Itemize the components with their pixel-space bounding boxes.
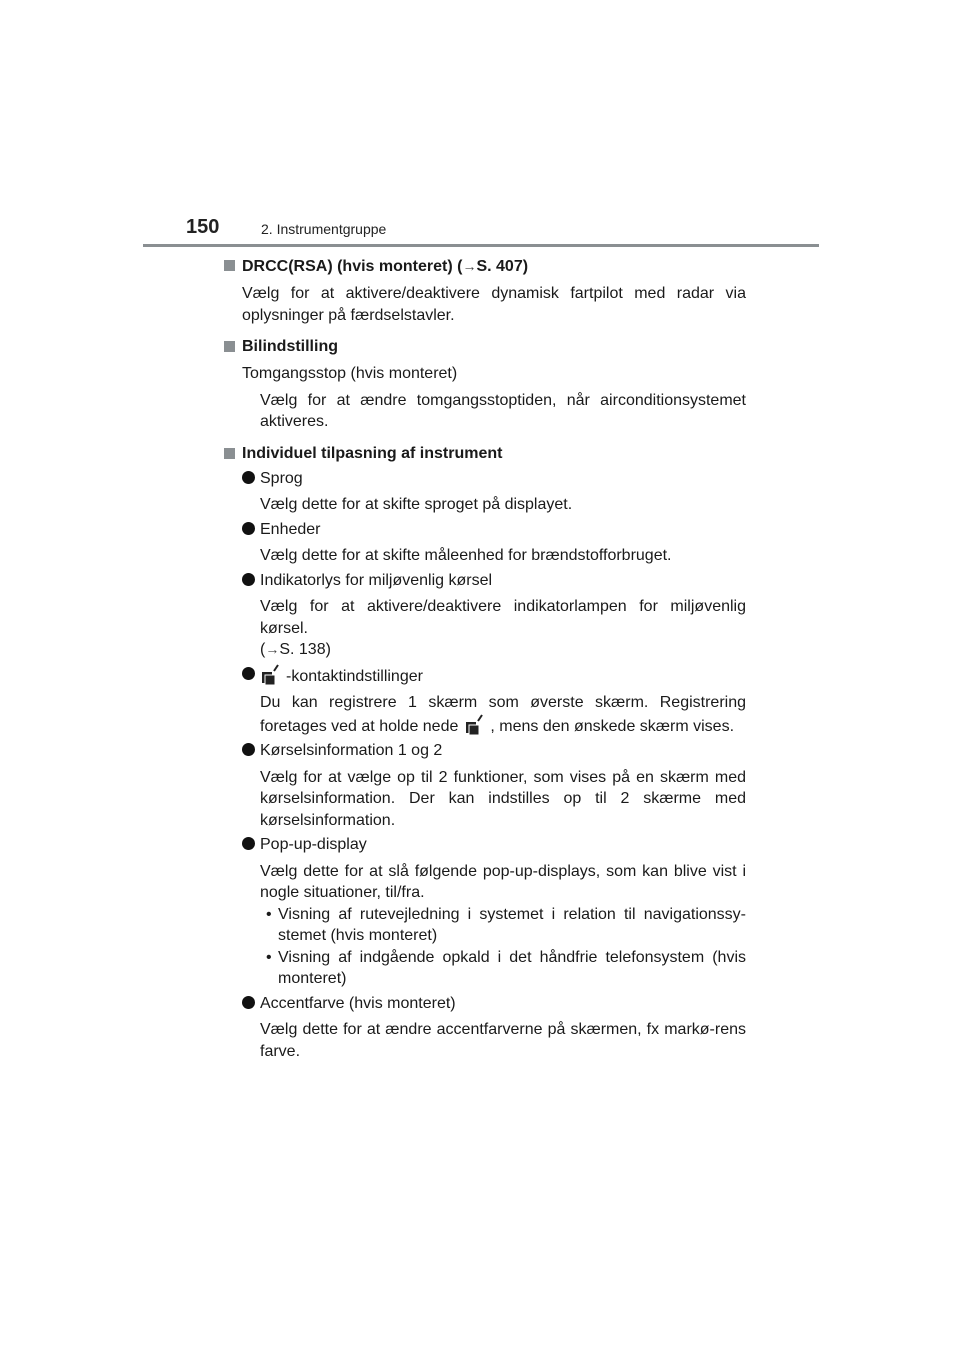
chapter-title: 2. Instrumentgruppe xyxy=(261,221,387,237)
list-item-enheder xyxy=(242,519,746,541)
round-bullet-icon xyxy=(242,471,255,484)
round-bullet-icon xyxy=(242,996,255,1009)
page-reference-link[interactable]: S. 138) xyxy=(279,641,331,658)
item-description xyxy=(260,692,746,737)
section-heading xyxy=(222,336,746,358)
square-bullet-icon xyxy=(224,341,235,352)
section-title: DRCC(RSA) (hvis monteret) ( xyxy=(242,258,463,275)
sub-item-text: Visning af rutevejledning i systemet i relation til navigationssy-stemet (hvis monteret) xyxy=(278,905,746,944)
page-reference-link[interactable]: S. 407) xyxy=(476,258,529,275)
item-description: Vælg dette for at ændre accentfarverne på skærmen, fx markø-rens farve. xyxy=(260,1021,746,1060)
list-item-sprog xyxy=(242,468,746,490)
round-bullet-icon xyxy=(242,743,255,756)
item-label: Kørselsinformation 1 og 2 xyxy=(260,742,443,759)
section-drcc xyxy=(222,255,746,326)
header-divider xyxy=(143,244,819,247)
item-description: Vælg for at aktivere/deaktivere indikatorlampen for miljøvenlig kørsel. xyxy=(260,598,746,637)
item-label: Sprog xyxy=(260,469,303,487)
square-bullet-icon xyxy=(224,448,235,459)
item-description: Vælg dette for at skifte måleenhed for brændstofforbruget. xyxy=(260,547,672,564)
arrow-right-icon: → xyxy=(462,258,477,274)
description-text-part: Du kan registrere 1 skærm som øverste skærm. Registrering foretages ved at holde nede xyxy=(260,694,746,735)
arrow-right-icon: → xyxy=(265,641,280,657)
section-title: Bilindstilling xyxy=(242,338,338,355)
item-label: Indikatorlys for miljøvenlig kørsel xyxy=(260,571,493,589)
sub-list-item xyxy=(266,947,746,990)
item-description: Vælg dette for at skifte sproget på displayet. xyxy=(260,496,573,513)
item-description: Vælg for at vælge op til 2 funktioner, som vises på en skærm med kørselsinformation. Der kan indstilles op til 2 skærme med kørselsinformation. xyxy=(260,768,746,829)
setting-name: Tomgangsstop (hvis monteret) xyxy=(242,365,458,382)
list-item-indikatorlys xyxy=(242,570,746,592)
item-label: Pop-up-display xyxy=(260,836,367,853)
sub-item-text: Visning af indgående opkald i det håndfrie telefonsystem (hvis monteret) xyxy=(278,948,746,987)
round-bullet-icon xyxy=(242,522,255,535)
item-label: -kontaktindstillinger xyxy=(286,667,423,685)
section-bilindstilling xyxy=(222,336,746,433)
dot-bullet-icon: • xyxy=(266,905,272,923)
list-item-popup-display xyxy=(242,834,746,856)
round-bullet-icon xyxy=(242,667,255,680)
section-heading xyxy=(222,443,746,465)
display-switch-icon xyxy=(464,714,484,736)
section-individuel-tilpasning xyxy=(222,443,746,1063)
list-item-koerselsinformation xyxy=(242,740,746,762)
round-bullet-icon xyxy=(242,573,255,586)
page-content xyxy=(222,250,746,1062)
round-bullet-icon xyxy=(242,837,255,850)
section-title: Individuel tilpasning af instrument xyxy=(242,444,503,462)
list-item-kontaktindstillinger xyxy=(242,664,746,688)
description-text-part: , mens den ønskede skærm vises. xyxy=(490,717,735,735)
page-reference: (→S. 138) xyxy=(260,641,331,658)
square-bullet-icon xyxy=(224,260,235,271)
sub-list-item xyxy=(266,904,746,947)
item-label: Enheder xyxy=(260,520,321,538)
list-item-accentfarve xyxy=(242,993,746,1015)
page-number: 150 xyxy=(186,216,220,238)
item-label: Accentfarve (hvis monteret) xyxy=(260,994,456,1012)
display-switch-icon xyxy=(260,664,280,686)
dot-bullet-icon: • xyxy=(266,948,272,966)
section-heading xyxy=(222,255,746,278)
setting-description: Vælg for at ændre tomgangsstoptiden, når airconditionsystemet aktiveres. xyxy=(260,391,746,430)
page-header xyxy=(0,0,960,250)
item-description: Vælg dette for at slå følgende pop-up-displays, som kan blive vist i nogle situationer, til/fra. xyxy=(260,862,746,901)
section-text: Vælg for at aktivere/deaktivere dynamisk fartpilot med radar via oplysninger på færdselstavler. xyxy=(242,285,746,324)
